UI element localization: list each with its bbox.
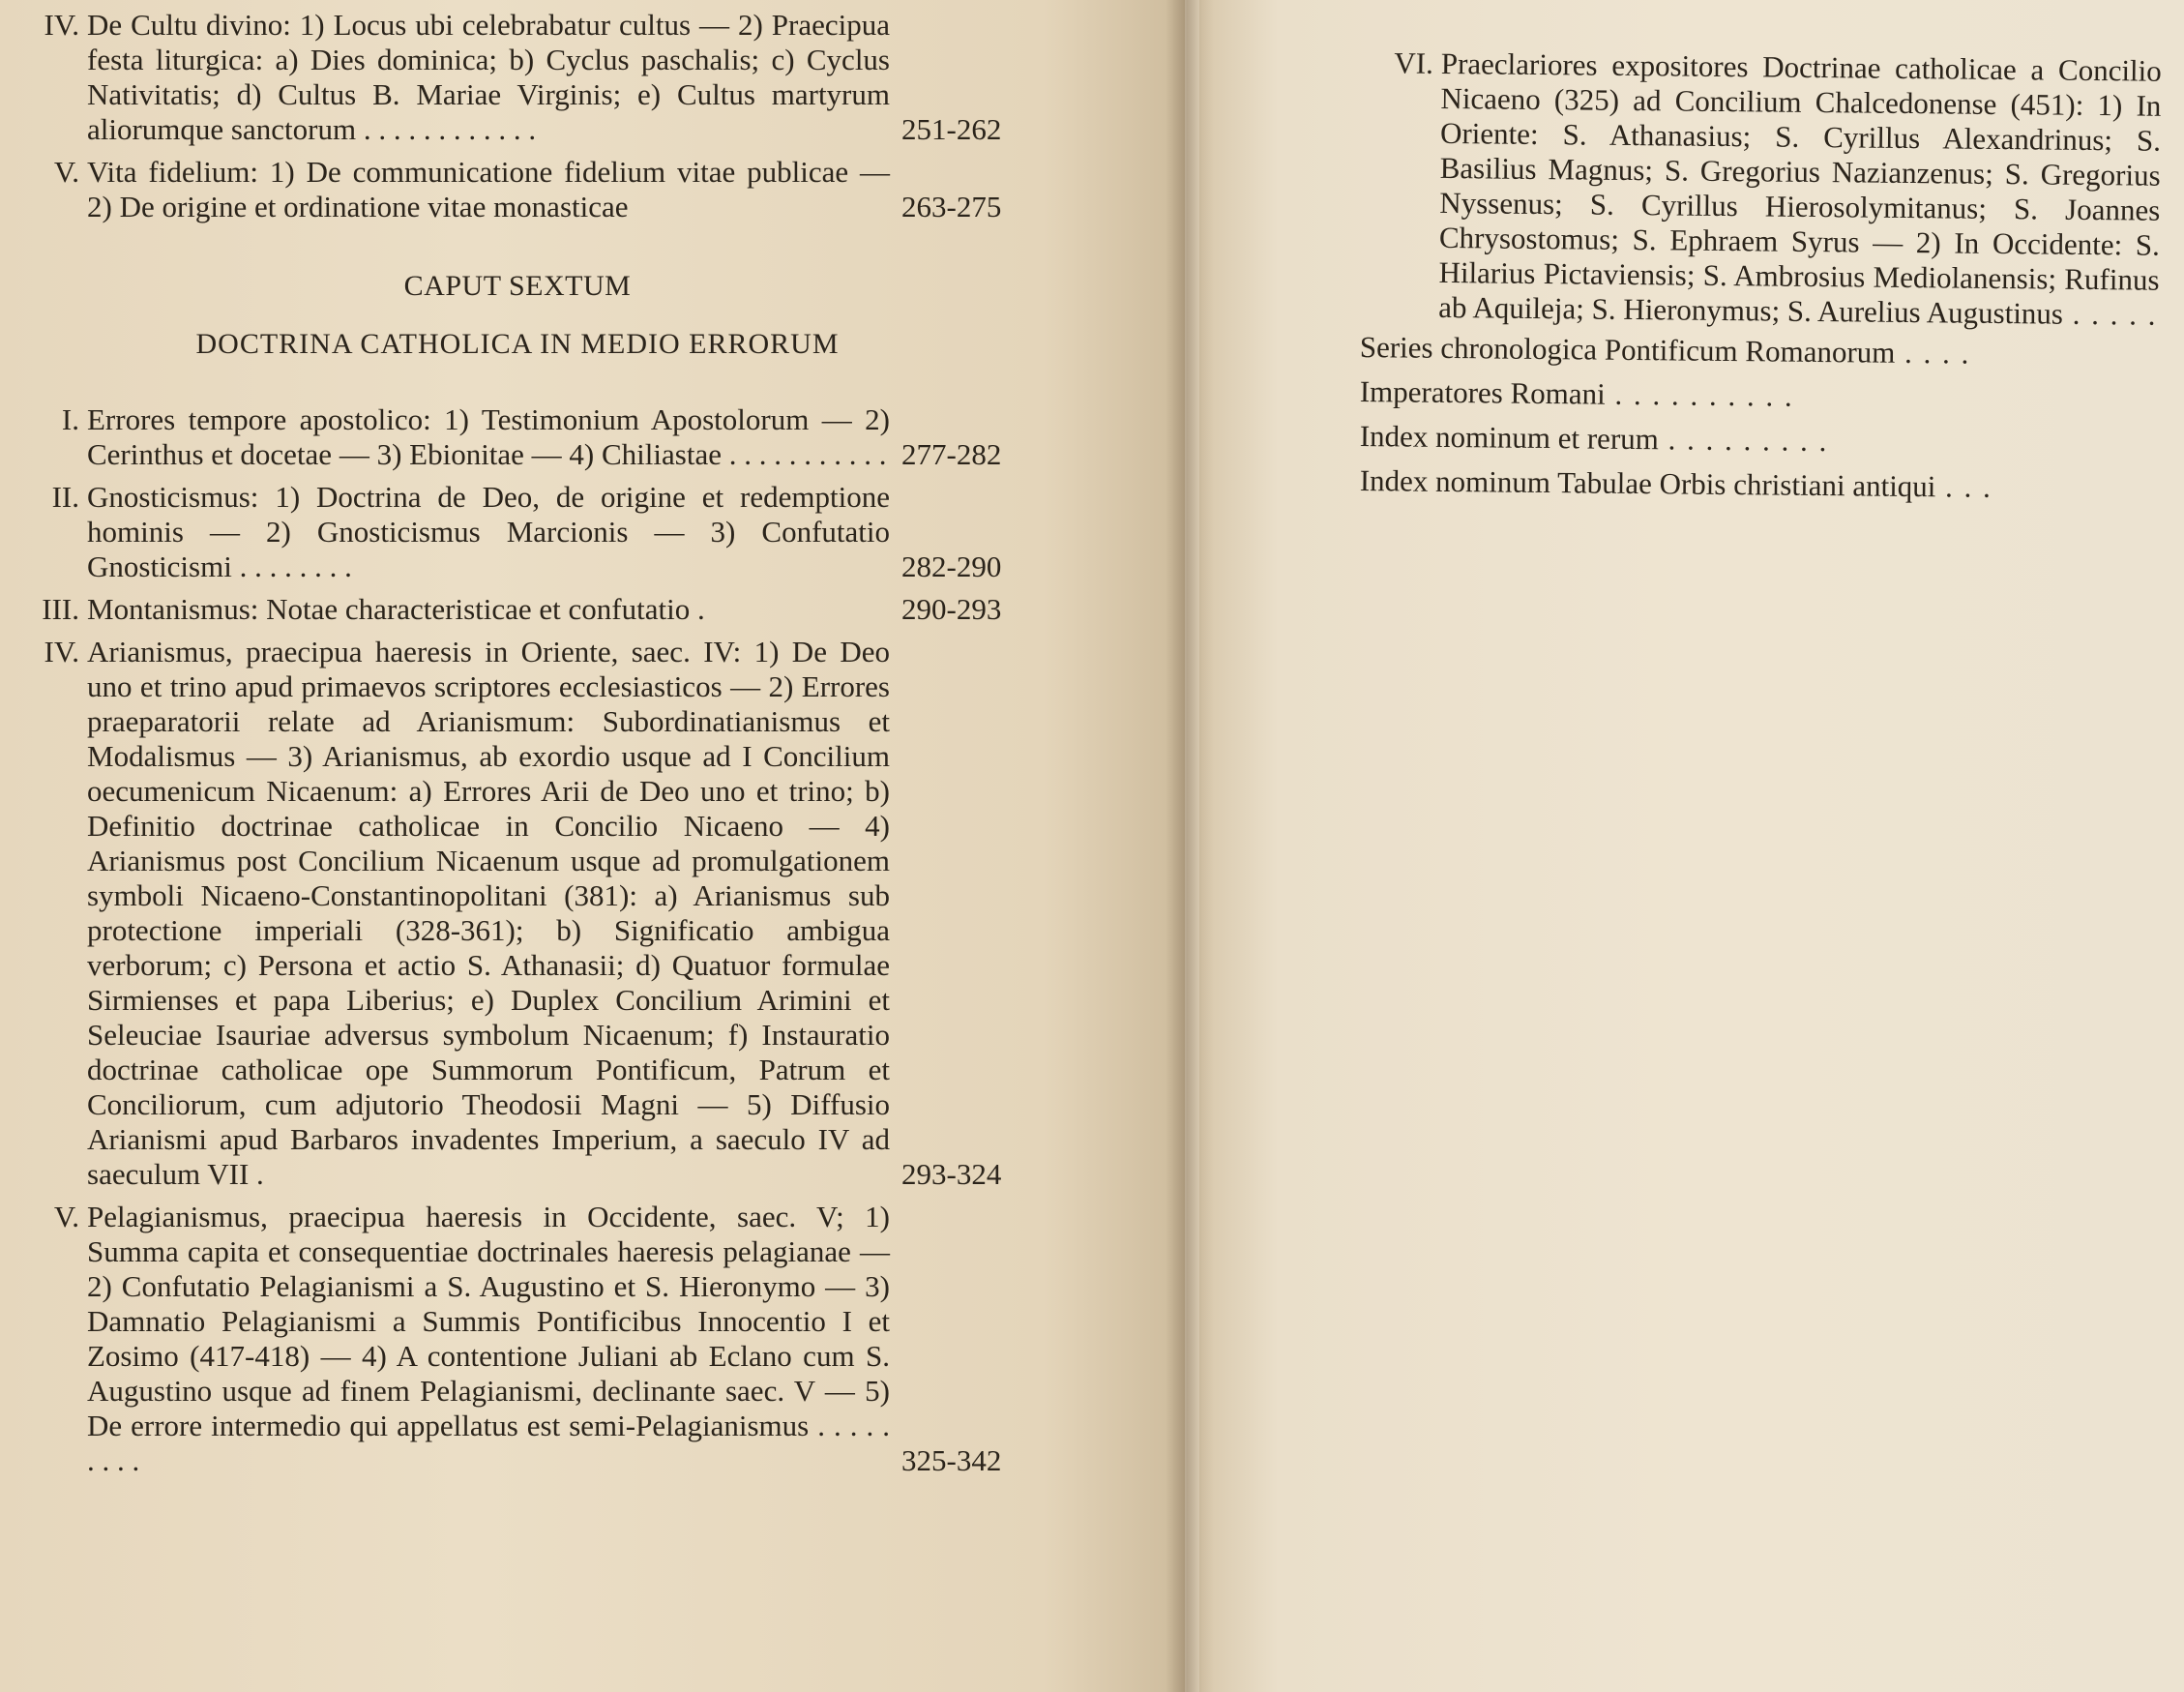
entry-pages: 290-293 (901, 592, 1002, 626)
leader-dots: . . . . (1895, 335, 1971, 371)
toc-entry (19, 155, 1016, 224)
entry-text: Pelagianismus, praecipua haeresis in Occidente, saec. V; 1) Summa capita et consequentiae doctrinales haeresis pelagianae — 2) Confutatio Pelagianismi a S. Augustino et S. Hieronymo — 3) Damnatio Pelagianismi a Summis Pontificibus Innocentio I et Zosimo (417-418) — 4) A contentione Juliani ab Eclano cum S. Augustino usque ad finem Pelagianismi, declinante saec. V — 5) De errore intermedio qui appellatus est semi-Pelagianismus . . . . . . . . . (87, 1200, 890, 1477)
toc-entry (19, 1200, 1016, 1478)
entry-text: Vita fidelium: 1) De communicatione fidelium vitae publicae — 2) De origine et ordinatione vitae monasticae (87, 155, 890, 223)
entry-pages: 293-324 (901, 1157, 1002, 1191)
entry-number: VI. (1394, 45, 1433, 80)
entry-text: De Cultu divino: 1) Locus ubi celebrabatur cultus — 2) Praecipua festa liturgica: a) Dies dominica; b) Cyclus paschalis; c) Cyclus Nativitatis; d) Cultus B. Mariae Virginis; e) Cultus martyrum aliorumque sanctorum . . . . . . . . . . . . (87, 8, 890, 146)
toc-line: Imperatores Romani . . . . . . . . . . (1359, 374, 1794, 413)
entry-number: III. (42, 592, 79, 626)
leader-dots: . . . (1935, 469, 1993, 504)
entry-text: Gnosticismus: 1) Doctrina de Deo, de origine et redemptione hominis — 2) Gnosticismus Marcionis — 3) Confutatio Gnosticismi . . . . . . . . (87, 480, 890, 583)
leader-dots: . . . . . . . . . (87, 1409, 890, 1477)
toc-entry (19, 635, 1016, 1192)
entry-number: I. (61, 402, 79, 436)
entry-pages: 282-290 (901, 549, 1002, 583)
toc-entry (19, 402, 1016, 472)
entry-number: IV. (44, 8, 79, 42)
toc-entry (19, 592, 1016, 627)
entry-text: Montanismus: Notae characteristicae et confutatio . (87, 592, 705, 626)
toc-entry (1351, 45, 2176, 333)
leader-dots: . . . . . . . . . . . . (356, 112, 537, 146)
left-page-content (19, 8, 1016, 1486)
leader-dots: . . . . . . . . . . . (721, 437, 887, 471)
entry-pages: 263-275 (901, 190, 1002, 223)
leader-dots: . . . . . . . . (231, 549, 352, 583)
toc-line: Index nominum et rerum . . . . . . . . . (1359, 419, 1829, 459)
leader-dots: . (690, 592, 705, 626)
toc-line: Series chronologica Pontificum Romanorum . . . . (1359, 330, 1971, 371)
entry-text: Errores tempore apostolico: 1) Testimonium Apostolorum — 2) Cerinthus et docetae — 3) Ebionitae — 4) Chiliastae . . . . . . . . . . . (87, 402, 890, 471)
leader-dots: . (249, 1157, 264, 1191)
entry-number: V. (53, 1200, 79, 1233)
toc-entry (19, 8, 1016, 147)
entry-text: Arianismus, praecipua haeresis in Oriente, saec. IV: 1) De Deo uno et trino apud primaevos scriptores ecclesiasticos — 2) Errores praeparatorii relate ad Arianismum: Subordinatianismus et Modalismus — 3) Arianismus, ab exordio usque ad I Concilium oecumenicum Nicaenum: a) Errores Arii de Deo uno et trino; b) Definitio doctrinae catholicae in Concilio Nicaeno — 4) Arianismus post Concilium Nicaenum usque ad promulgationem symboli Nicaeno-Constantinopolitani (381): a) Arianismus sub protectione imperiali (328-361); b) Significatio ambigua verborum; c) Persona et actio S. Athanasii; d) Quatuor formulae Sirmienses et papa Liberius; e) Duplex Concilium Arimini et Seleuciae Isauriae adversus symbolum Nicaenum; f) Instauratio doctrinae catholicae ope Summorum Pontificum, Patrum et Conciliorum, cum adjutorio Theodosii Magni — 5) Diffusio Arianismi apud Barbaros invadentes Imperium, a saeculo IV ad saeculum VII . (87, 635, 890, 1191)
leader-dots: . . . . . . . . . (1658, 422, 1829, 459)
right-page-content (1354, 45, 2176, 508)
book-gutter (1166, 0, 1214, 1692)
entry-pages: 251-262 (901, 112, 1002, 146)
toc-line: Index nominum Tabulae Orbis christiani antiqui . . . (1359, 463, 1993, 504)
entry-number: II. (51, 480, 79, 514)
entry-number: IV. (44, 635, 79, 668)
toc-entry (19, 480, 1016, 584)
entry-text: Praeclariores expositores Doctrinae catholicae a Concilio Nicaeno (325) ad Concilium Chalcedonense (451): 1) In Oriente: S. Athanasius; S. Cyrillus Alexandrinus; S. Basilius Magnus; S. Gregorius Nazianzenus; S. Gregorius Nyssenus; S. Cyrillus Hierosolymitanus; S. Joannes Chrysostomus; S. Ephraem Syrus — 2) In Occidente: S. Hilarius Pictaviensis; S. Ambrosius Mediolanensis; Rufinus ab Aquileja; S. Hieronymus; S. Aurelius Augustinus . . . . . (1437, 45, 2162, 332)
chapter-title: CAPUT SEXTUM (403, 270, 632, 302)
entry-number: V. (53, 155, 79, 189)
leader-dots: . . . . . . . . . . (1605, 376, 1794, 413)
leader-dots: . . . . . (2062, 296, 2158, 332)
chapter-subtitle: DOCTRINA CATHOLICA IN MEDIO ERRORUM (195, 328, 840, 360)
entry-pages: 325-342 (901, 1443, 1002, 1477)
entry-pages: 277-282 (901, 437, 1002, 471)
